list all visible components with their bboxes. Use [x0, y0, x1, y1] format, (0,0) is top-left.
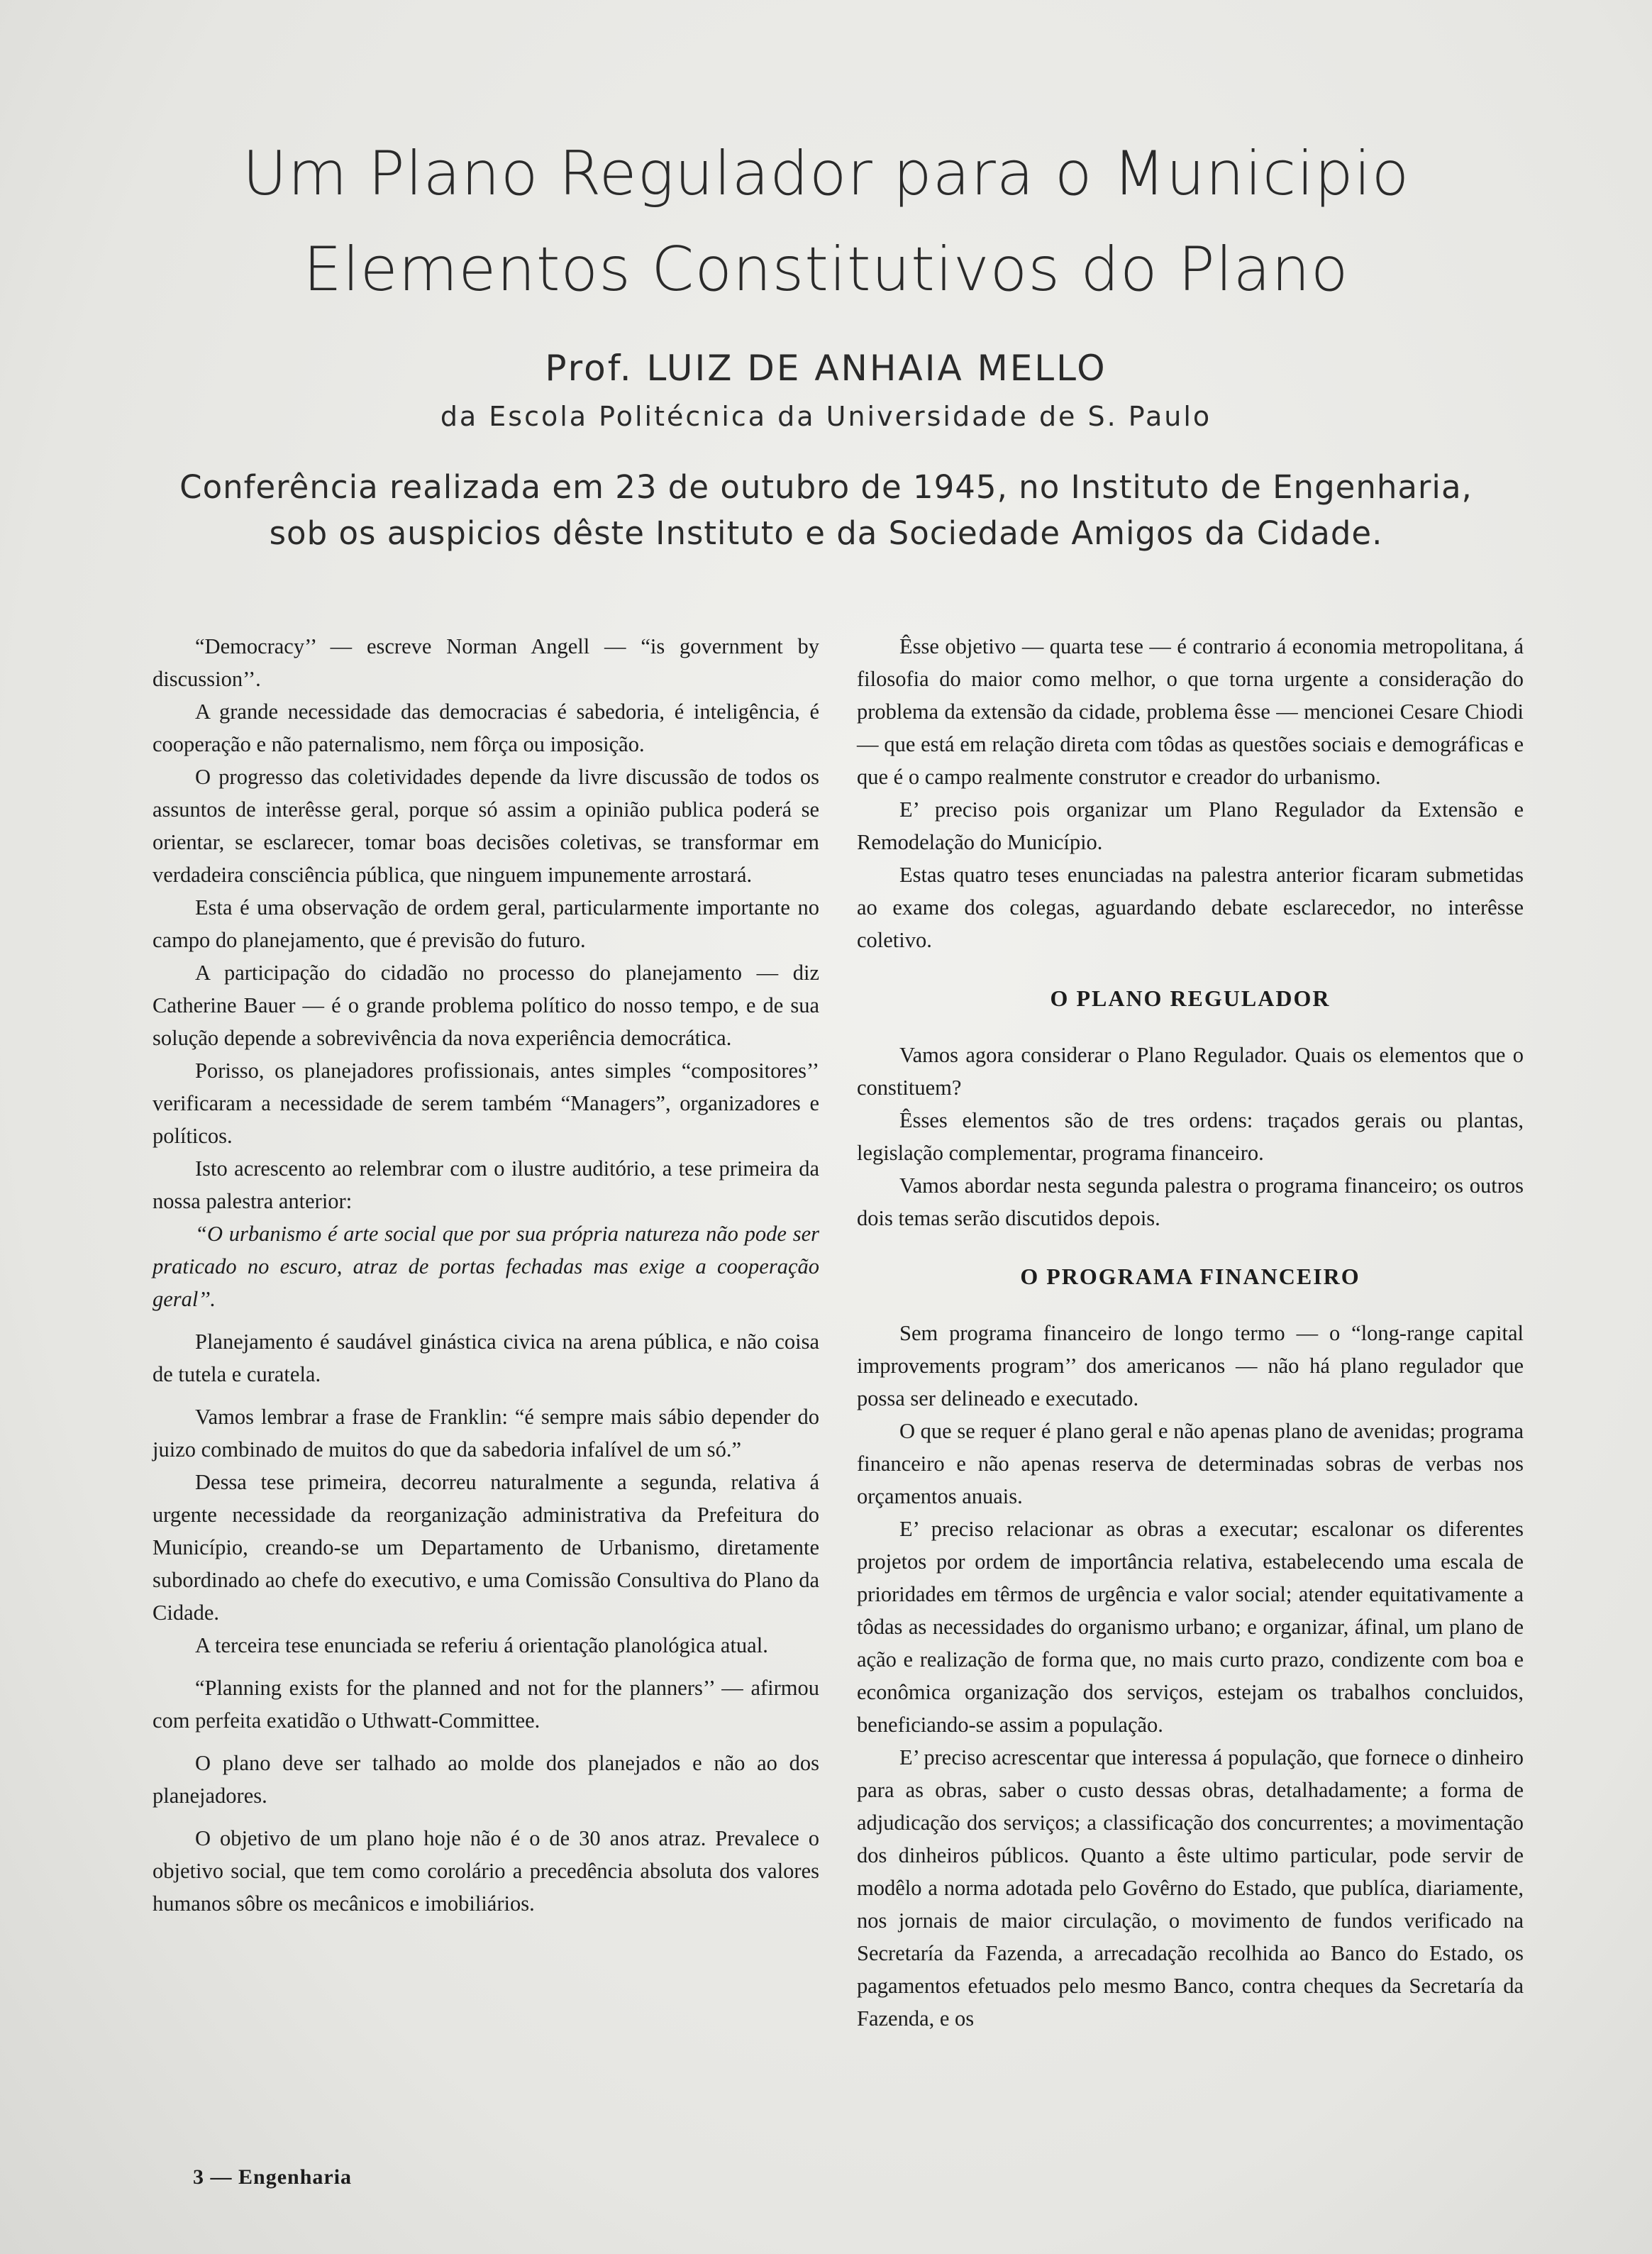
page-footer: 3 — Engenharia	[193, 2165, 353, 2189]
paragraph: Vamos lembrar a frase de Franklin: “é sempre mais sábio depender do juizo combinado de muitos do que da sabedoria infalível de um só.”	[153, 1405, 819, 1462]
paragraph: A grande necessidade das democracias é sabedoria, é inteligência, é cooperação e não paternalismo, nem fôrça ou imposição.	[153, 700, 819, 756]
conference-note-line-2: sob os auspicios dêste Instituto e da Sociedade Amigos da Cidade.	[269, 514, 1383, 552]
paragraph: Isto acrescento ao relembrar com o ilustre auditório, a tese primeira da nossa palestra anterior:	[153, 1156, 819, 1213]
paragraph: Êsse objetivo — quarta tese — é contrario á economia metropolitana, á filosofia do maior como melhor, o que torna urgente a consideração do problema da extensão da cidade, problema êsse — mencionei Cesare Chiodi — que está em relação direta com tôdas as questões sociais e demográficas e que é o campo realmente construtor e creador do urbanismo.	[857, 634, 1524, 789]
paragraph: Êsses elementos são de tres ordens: traçados gerais ou plantas, legislação complementar, programa financeiro.	[857, 1108, 1524, 1165]
paragraph: O que se requer é plano geral e não apenas plano de avenidas; programa financeiro e não apenas reserva de determinadas sobras de verbas nos orçamentos anuais.	[857, 1419, 1524, 1508]
paragraph: A terceira tese enunciada se referiu á orientação planológica atual.	[195, 1633, 768, 1657]
paragraph: Esta é uma observação de ordem geral, particularmente importante no campo do planejamento, que é previsão do futuro.	[153, 895, 819, 952]
paragraph: O objetivo de um plano hoje não é o de 30 anos atraz. Prevalece o objetivo social, que tem como corolário a precedência absoluta dos valores humanos sôbre os mecânicos e imobiliários.	[153, 1826, 819, 1916]
paragraph: Estas quatro teses enunciadas na palestra anterior ficaram submetidas ao exame dos colegas, aguardando debate esclarecedor, no interêsse coletivo.	[857, 863, 1524, 952]
paragraph: E’ preciso relacionar as obras a executar; escalonar os diferentes projetos por ordem de importância relativa, estabelecendo uma escala de prioridades em têrmos de urgência e valor social; atender equitativamente a tôdas as necessidades do organismo urbano; e organizar, áfinal, um plano de ação e realização de forma que, no mais curto prazo, condizente com boa e econômica organização dos serviços, estejam os trabalhos concluidos, beneficiando-se assim a população.	[857, 1517, 1524, 1737]
paragraph: O progresso das coletividades depende da livre discussão de todos os assuntos de interêsse geral, porque só assim a opinião publica poderá se orientar, se esclarecer, tomar boas decisões coletivas, se transformar em verdadeira consciência pública, que ninguem impunemente arrostará.	[153, 765, 819, 887]
quote-paragraph: “O urbanismo é arte social que por sua própria natureza não pode ser praticado no escuro, atraz de portas fechadas mas exige a cooperação geral’’.	[153, 1222, 819, 1311]
section-heading-plano-regulador: O PLANO REGULADOR	[1050, 985, 1331, 1011]
paragraph: Porisso, os planejadores profissionais, antes simples “compositores’’ verificaram a necessidade de serem também “Managers”, organizadores e políticos.	[153, 1059, 819, 1148]
paragraph: E’ preciso acrescentar que interessa á população, que fornece o dinheiro para as obras, saber o custo dessas obras, detalhadamente; a forma de adjudicação dos serviços; a classificação dos concurrentes; a movimentação dos dinheiros públicos. Quanto a êste ultimo particular, pode servir de modêlo a norma adotada pelo Govêrno do Estado, que publíca, diariamente, nos jornais de maior circulação, o movimento de fundos verificado na Secretaría da Fazenda, a arrecadação recolhida ao Banco do Estado, os pagamentos efetuados pelo mesmo Banco, contra cheques da Secretaría da Fazenda, e os	[857, 1745, 1524, 2031]
affiliation: da Escola Politécnica da Universidade de S. Paulo	[440, 401, 1212, 432]
paragraph: O plano deve ser talhado ao molde dos planejados e não ao dos planejadores.	[153, 1751, 819, 1808]
paragraph: Planejamento é saudável ginástica civica na arena pública, e não coisa de tutela e curatela.	[153, 1330, 819, 1386]
paragraph: A participação do cidadão no processo do planejamento — diz Catherine Bauer — é o grande problema político do nosso tempo, e de sua solução depende a sobrevivência da nova experiência democrática.	[153, 961, 819, 1050]
author: Prof. LUIZ DE ANHAIA MELLO	[545, 348, 1107, 389]
article-title-line-2: Elementos Constitutivos do Plano	[303, 234, 1349, 305]
right-column	[857, 630, 1524, 2035]
paragraph: Dessa tese primeira, decorreu naturalmente a segunda, relativa á urgente necessidade da reorganização administrativa da Prefeitura do Município, creando-se um Departamento de Urbanismo, diretamente subordinado ao chefe do executivo, e uma Comissão Consultiva do Plano da Cidade.	[153, 1470, 819, 1625]
paragraph: E’ preciso pois organizar um Plano Regulador da Extensão e Remodelação do Município.	[857, 797, 1524, 854]
paragraph: Sem programa financeiro de longo termo — o “long-range capital improvements program’’ dos americanos — não há plano regulador que possa ser delineado e executado.	[857, 1321, 1524, 1410]
paragraph: Vamos abordar nesta segunda palestra o programa financeiro; os outros dois temas serão discutidos depois.	[857, 1173, 1524, 1230]
paragraph: Vamos agora considerar o Plano Regulador. Quais os elementos que o constituem?	[857, 1043, 1524, 1100]
section-heading-programa-financeiro: O PROGRAMA FINANCEIRO	[1020, 1264, 1360, 1289]
paragraph: “Planning exists for the planned and not for the planners’’ — afirmou com perfeita exatidão o Uthwatt-Committee.	[153, 1676, 819, 1733]
article-title-line-1: Um Plano Regulador para o Municipio	[242, 138, 1410, 209]
paragraph: “Democracy’’ — escreve Norman Angell — “is government by discussion’’.	[153, 634, 819, 691]
left-column	[153, 630, 819, 1920]
conference-note-line-1: Conferência realizada em 23 de outubro de 1945, no Instituto de Engenharia,	[179, 468, 1473, 506]
